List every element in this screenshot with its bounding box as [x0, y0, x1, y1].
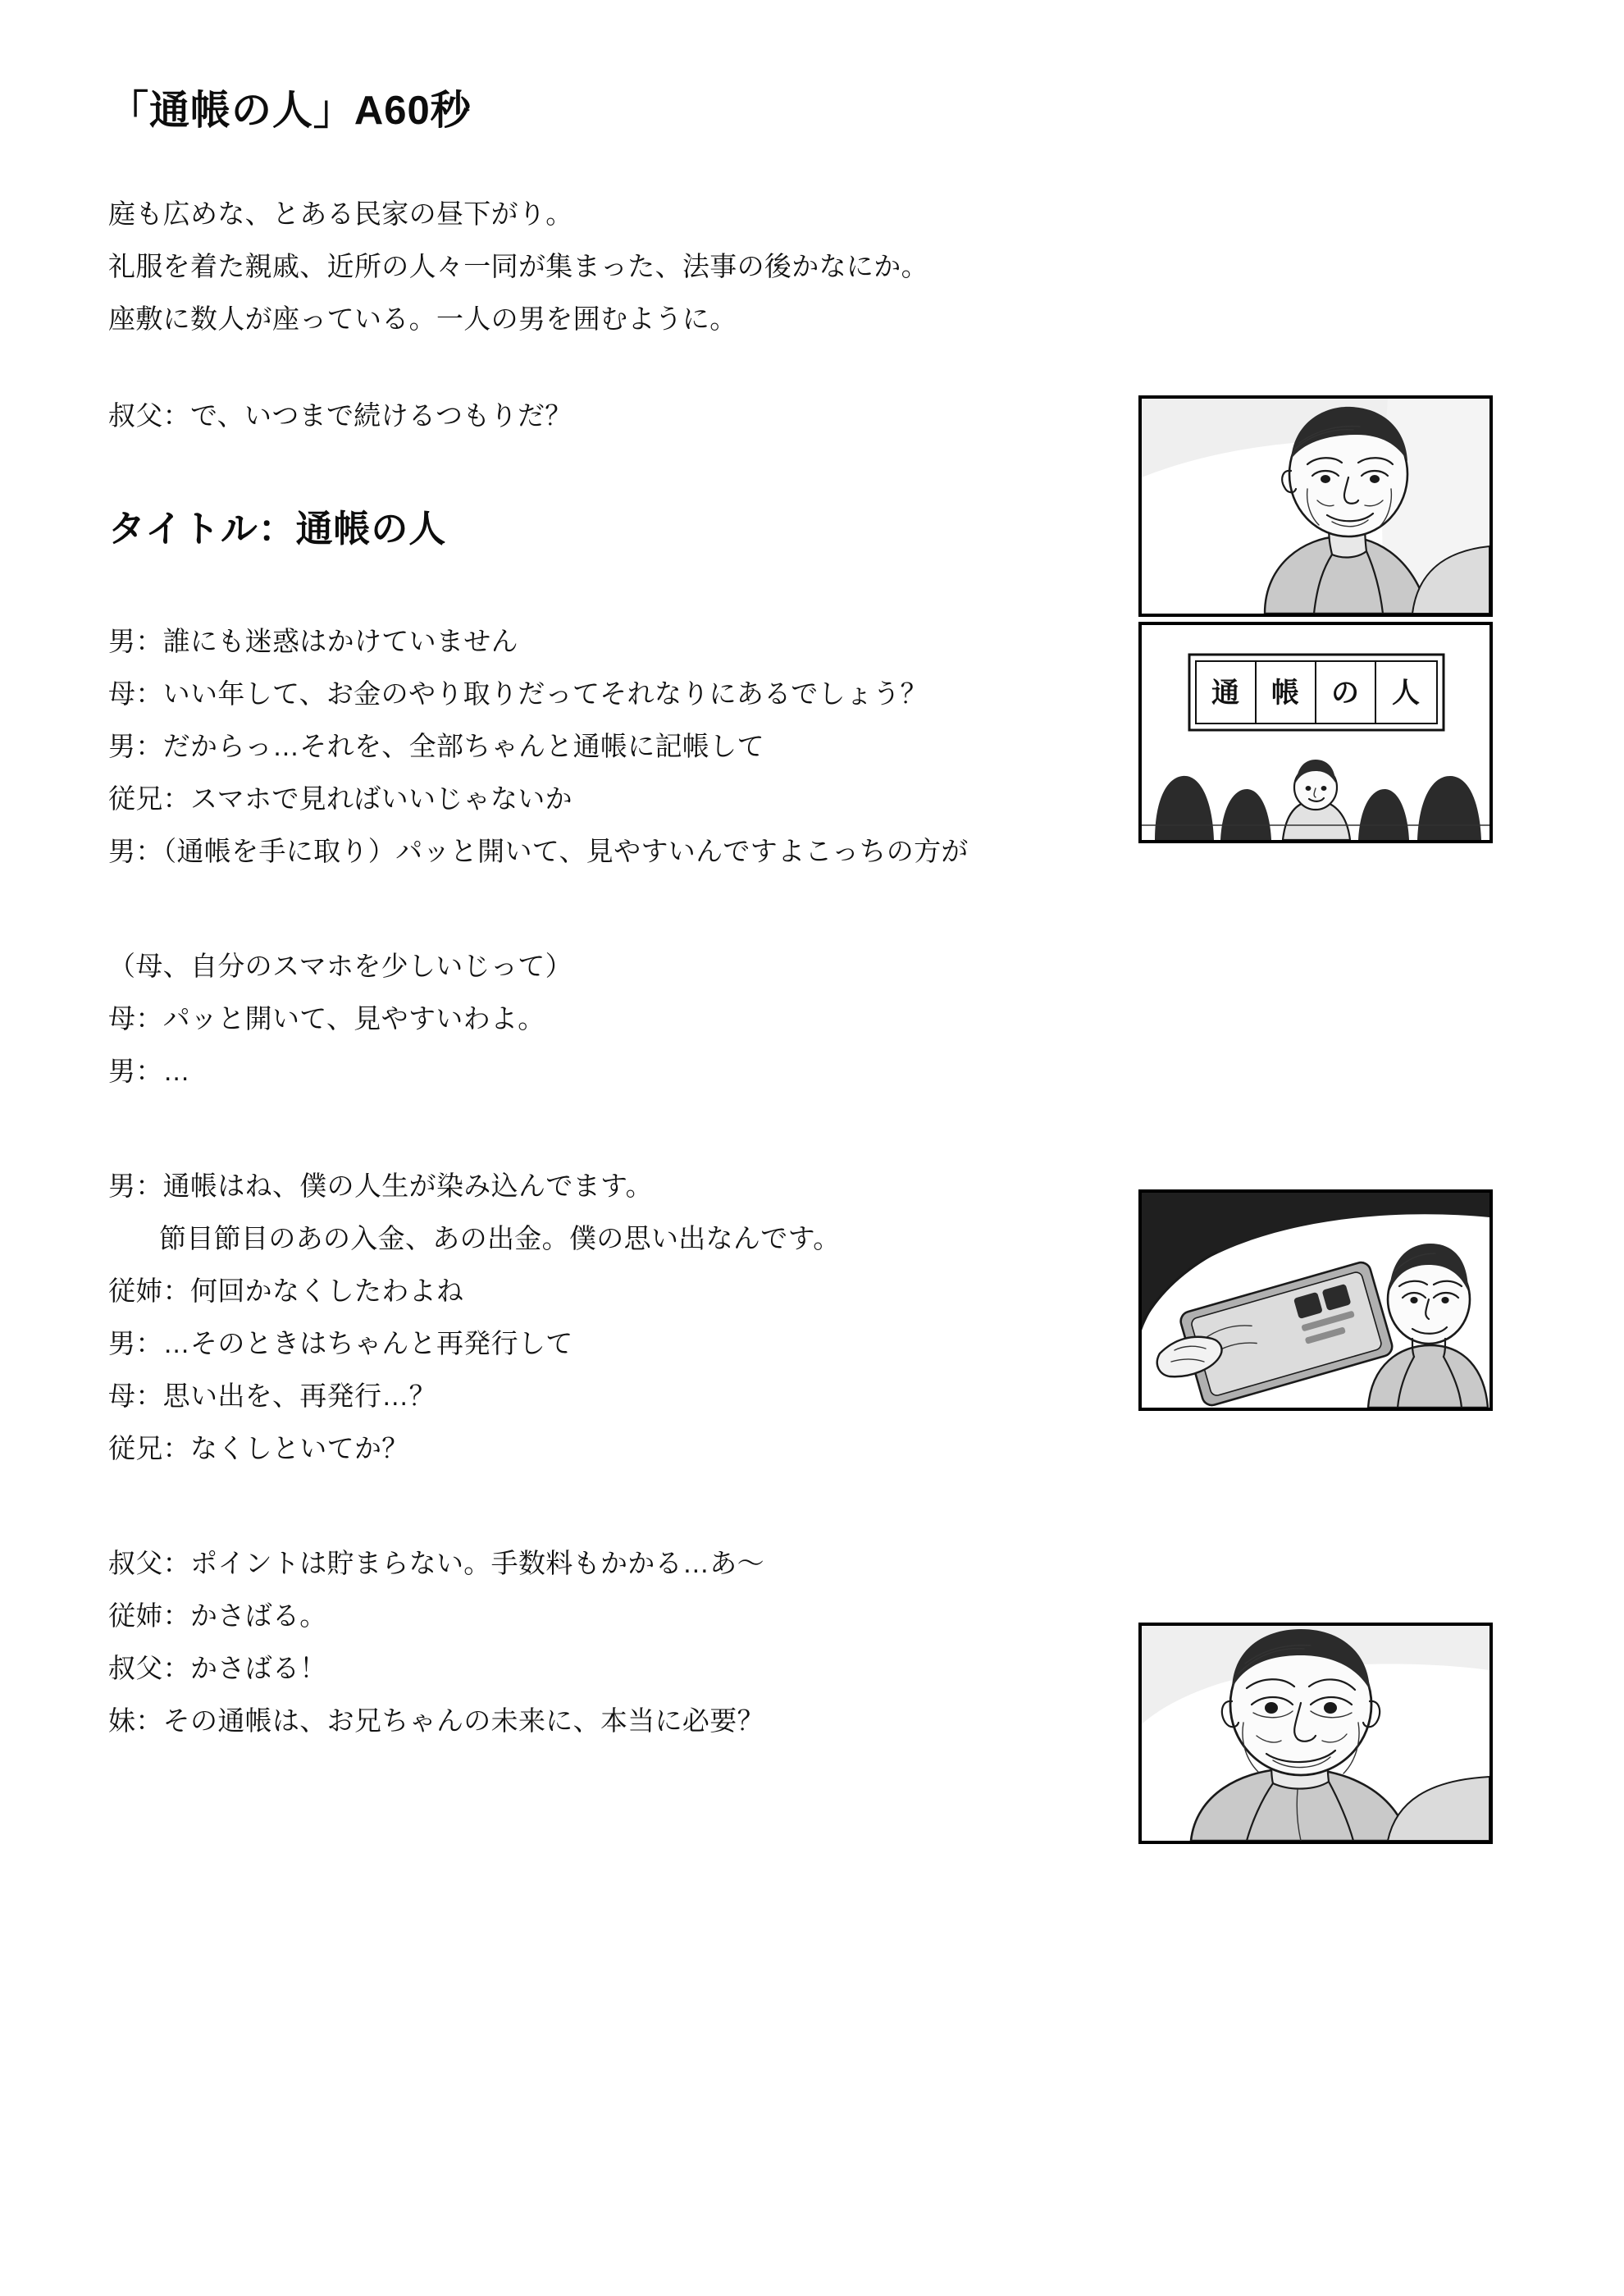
storyboard-panel-man-closeup — [1138, 1623, 1493, 1844]
dialogue-line: 従兄：スマホで見ればいいじゃないか — [108, 783, 573, 814]
dialogue-line: 叔父：ポイントは貯まらない。手数料もかかる…あ〜 — [108, 1548, 764, 1578]
spacer — [108, 358, 1076, 402]
dialogue-line: 従兄：なくしといてか？ — [108, 1433, 409, 1463]
dialogue-line: 男：…そのときはちゃんと再発行して — [108, 1328, 573, 1358]
dialogue-line: 母：いい年して、お金のやり取りだってそれなりにあるでしょう？ — [108, 678, 928, 709]
spacer — [108, 1487, 1076, 1550]
dialogue-line: 母：パッと開いて、見やすいわよ。 — [108, 1003, 545, 1034]
man-closeup-illustration — [1142, 1626, 1489, 1841]
scene-line: 礼服を着た親戚、近所の人々一同が集まった、法事の後かなにか。 — [108, 251, 928, 281]
dialogue-line: 男：… — [108, 1056, 190, 1086]
svg-text:の: の — [1331, 678, 1359, 709]
svg-text:人: 人 — [1392, 678, 1420, 709]
svg-text:通: 通 — [1211, 678, 1239, 709]
dialogue-line: 母：思い出を、再発行…？ — [108, 1381, 436, 1411]
storyboard-panel-title-card — [1138, 622, 1493, 843]
dialogue-line: 男：だからっ…それを、全部ちゃんと通帳に記帳して — [108, 731, 764, 761]
spacer — [108, 1110, 1076, 1172]
dialogue-line: 叔父：で、いつまで続けるつもりだ？ — [108, 400, 573, 431]
page-title: 「通帳の人」A60秒 — [108, 89, 472, 133]
svg-text:帳: 帳 — [1271, 678, 1299, 709]
dialogue-line: 男：（通帳を手に取り）パッと開いて、見やすいんですよこっちの方が — [108, 836, 969, 866]
dialogue-line: 妹：その通帳は、お兄ちゃんの未来に、本当に必要？ — [108, 1705, 764, 1736]
title-card-illustration — [1142, 625, 1489, 840]
uncle-closeup-illustration — [1142, 399, 1489, 614]
dialogue-line: 従姉：かさばる。 — [108, 1600, 327, 1631]
section-title: タイトル：通帳の人 — [108, 508, 447, 550]
smartphone-illustration — [1142, 1193, 1489, 1408]
dialogue-line: 男：誰にも迷惑はかけていません — [108, 626, 518, 656]
storyboard-panel-smartphone — [1138, 1189, 1493, 1411]
storyboard-panel-uncle-closeup — [1138, 395, 1493, 617]
dialogue-line: 節目節目のあの入金、あの出金。僕の思い出なんです。 — [159, 1223, 841, 1253]
dialogue-line: 叔父：かさばる！ — [108, 1653, 327, 1683]
stage-direction: （母、自分のスマホを少しいじって） — [108, 951, 573, 981]
spacer — [108, 454, 1076, 499]
script-body — [108, 200, 1076, 1734]
spacer — [108, 890, 1076, 952]
spacer — [108, 565, 1076, 628]
dialogue-line: 男：通帳はね、僕の人生が染み込んでます。 — [108, 1171, 653, 1201]
scene-line: 庭も広めな、とある民家の昼下がり。 — [108, 199, 573, 229]
scene-line: 座敷に数人が座っている。一人の男を囲むように。 — [108, 304, 737, 334]
dialogue-line: 従姉：何回かなくしたわよね — [108, 1276, 464, 1306]
